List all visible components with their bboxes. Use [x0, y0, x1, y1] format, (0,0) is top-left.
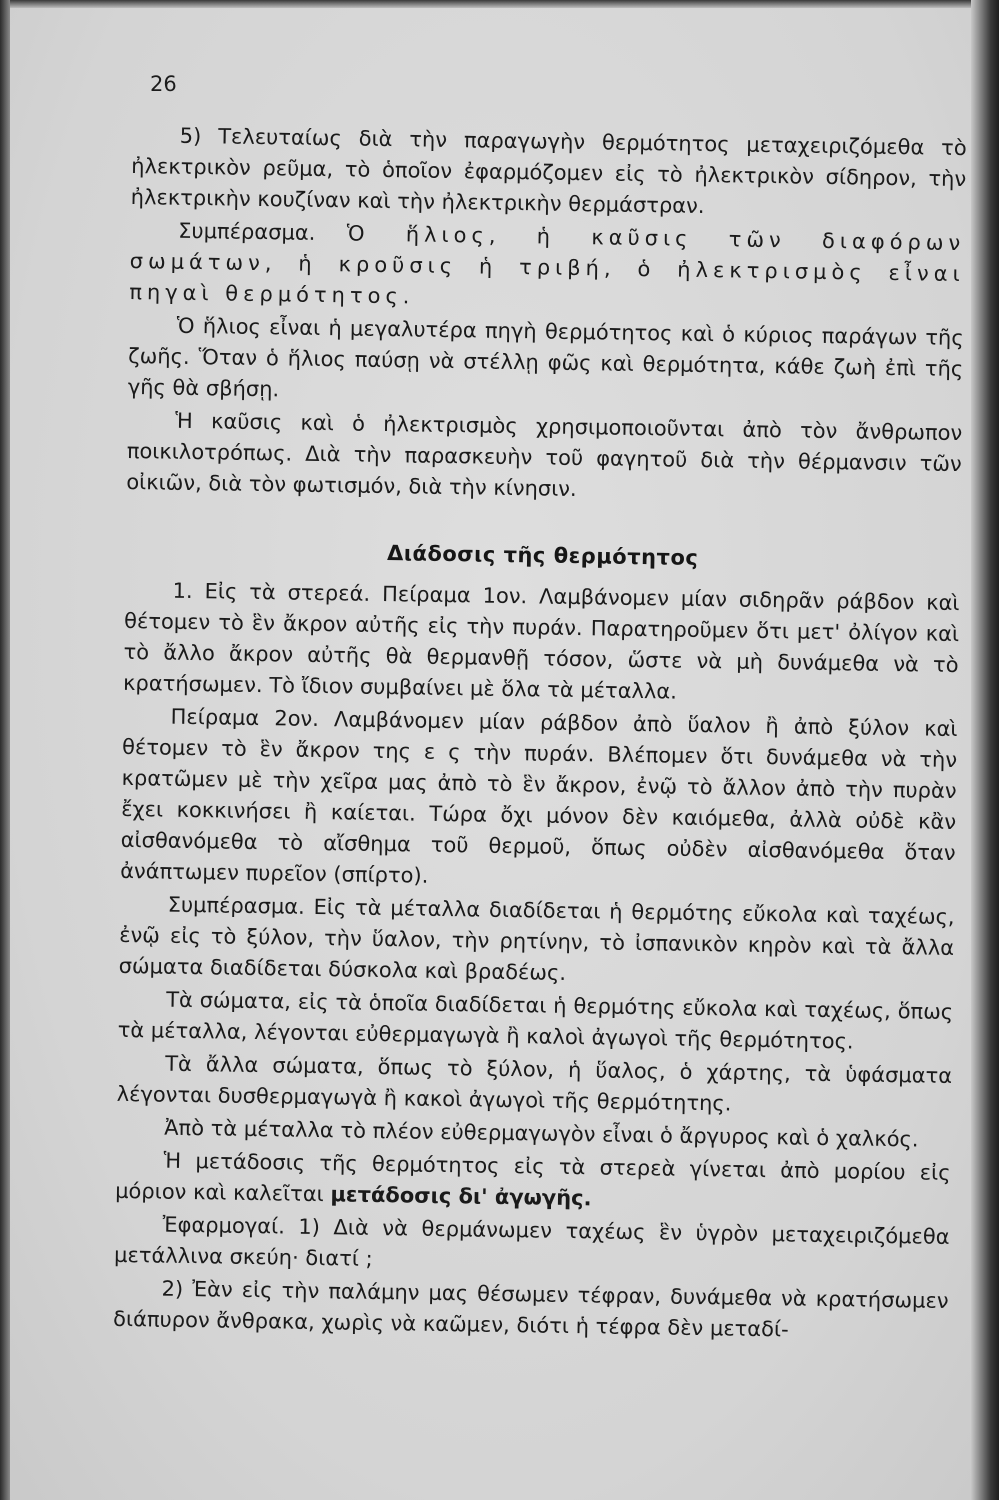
- paragraph-experiment-1: 1. Εἰς τὰ στερεά. Πείραμα 1ον. Λαμβάνομεν μίαν σιδηρᾶν ράβδον καὶ θέτομεν τὸ ἓν ἄκρον αὐτῆς εἰς τὴν πυράν. Παρατηροῦμεν ὅτι μετ' ὀλίγον καὶ τὸ ἄλλο ἄκρον αὐτῆς θὰ θερμανθῇ τόσον, ὥστε νὰ μὴ δυνάμεθα νὰ τὸ κρατήσωμεν. Τὸ ἴδιον συμβαίνει μὲ ὅλα τὰ μέταλλα.: [122, 578, 960, 704]
- paragraph-good-conductors: Τὰ σώματα, εἰς τὰ ὁποῖα διαδίδεται ἡ θερμότης εὔκολα καὶ ταχέως, ὅπως τὰ μέταλλα, λέγονται εὐθερμαγωγὰ ἢ καλοὶ ἀγωγοὶ τῆς θερμότητος.: [117, 987, 954, 1054]
- conclusion-text: Ὁ ἥλιος, ἡ καῦσις τῶν διαφόρων σωμάτων, ἡ κροῦσις ἡ τριβή, ὁ ἠλεκτρισμὸς εἶναι πηγαὶ θερμότητος.: [129, 221, 966, 309]
- paragraph-electric-current: 5) Τελευταίως διὰ τὴν παραγωγὴν θερμότητος μεταχειριζόμεθα τὸ ἠλεκτρικὸν ρεῦμα, τὸ ὁποῖον ἐφαρμόζομεν εἰς τὸ ἠλεκτρικὸν σίδηρον, τὴν ἠλεκτρικὴν κουζίναν καὶ τὴν ἠλεκτρικὴν θερμάστραν.: [130, 123, 967, 219]
- paragraph-conclusion-sources: [129, 215, 965, 321]
- section-heading: Διάδοσις τῆς θερμότητος: [386, 541, 699, 570]
- paragraph-sun: Ὁ ἥλιος εἶναι ἡ μεγαλυτέρα πηγὴ θερμότητος καὶ ὁ κύριος παράγων τῆς ζωῆς. Ὅταν ὁ ἥλιος παύσῃ νὰ στέλλῃ φῶς καὶ θερμότητα, κάθε ζωὴ ἐπὶ τῆς γῆς θὰ σβήσῃ.: [127, 313, 964, 402]
- paragraph-bad-conductors: Τὰ ἄλλα σώματα, ὅπως τὸ ξύλον, ἡ ὕαλος, ὁ χάρτης, τὰ ὑφάσματα λέγονται δυσθερμαγωγὰ ἢ κακοὶ ἀγωγοὶ τῆς θερμότητης.: [116, 1051, 953, 1116]
- paragraph-silver-copper: Ἀπὸ τὰ μέταλλα τὸ πλέον εὐθερμαγωγὸν εἶναι ὁ ἄργυρος καὶ ὁ χαλκός.: [163, 1115, 919, 1152]
- paragraph-experiment-2: Πείραμα 2ον. Λαμβάνομεν μίαν ράβδον ἀπὸ ὕαλον ἢ ἀπὸ ξύλον καὶ θέτομεν τὸ ἓν ἄκρον της ε ς τὴν πυράν. Βλέπομεν ὅτι δυνάμεθα νὰ τὴν κρατῶμεν μὲ τὴν χεῖρα μας ἀπὸ τὸ ἓν ἄκρον, ἐνῷ τὸ ἄλλον ἀπὸ τὴν πυρὰν ἔχει κοκκινήσει ἢ καίεται. Τώρα ὄχι μόνον δὲν καιόμεθα, ἀλλὰ οὐδὲ κἂν αἰσθανόμεθα τὸ αἴσθημα τοῦ θερμοῦ, ὅπως οὐδὲν αἰσθανόμεθα ὅταν ἀνάπτωμεν πυρεῖον (σπίρτο).: [120, 704, 958, 888]
- conduction-term: μετάδοσις δι' ἀγωγῆς.: [330, 1182, 592, 1211]
- page-number: 26: [150, 72, 177, 96]
- conclusion-label: Συμπέρασμα.: [178, 218, 316, 245]
- paragraph-applications-1: Ἐφαρμογαί. 1) Διὰ νὰ θερμάνωμεν ταχέως ἓν ὑγρὸν μεταχειριζόμεθα μετάλλινα σκεύη· διατί ;: [113, 1212, 950, 1271]
- paragraph-conclusion-metals: Συμπέρασμα. Εἰς τὰ μέταλλα διαδίδεται ἡ θερμότης εὔκολα καὶ ταχέως, ἐνῷ εἰς τὸ ξύλον, τὴν ὕαλον, τὴν ρητίνην, τὸ ἰσπανικὸν κηρὸν καὶ τὰ ἄλλα σώματα διαδίδεται δύσκολα καὶ βραδέως.: [118, 892, 955, 985]
- paragraph-conduction: [115, 1145, 951, 1220]
- conduction-text: Ἡ μετάδοσις τῆς θερμότητος εἰς τὰ στερεὰ γίνεται ἀπὸ μορίου εἰς μόριον καὶ καλεῖται: [114, 1148, 951, 1207]
- scan-edge-top: [0, 0, 999, 8]
- page-content: [113, 120, 967, 1350]
- scan-edge-right: [971, 0, 999, 1500]
- paragraph-combustion-electricity: Ἡ καῦσις καὶ ὁ ἠλεκτρισμὸς χρησιμοποιοῦνται ἀπὸ τὸν ἄνθρωπον ποικιλοτρόπως. Διὰ τὴν παρασκευὴν τοῦ φαγητοῦ διὰ τὴν θέρμανσιν τῶν οἰκιῶν, διὰ τὸν φωτισμόν, διὰ τὴν κίνησιν.: [126, 408, 963, 502]
- paragraph-applications-2: 2) Ἐὰν εἰς τὴν παλάμην μας θέσωμεν τέφραν, δυνάμεθα νὰ κρατήσωμεν διάπυρον ἄνθρακα, χωρὶς νὰ καῶμεν, διότι ἡ τέφρα δὲν μεταδί-: [112, 1276, 949, 1342]
- scan-edge-left: [0, 0, 10, 1500]
